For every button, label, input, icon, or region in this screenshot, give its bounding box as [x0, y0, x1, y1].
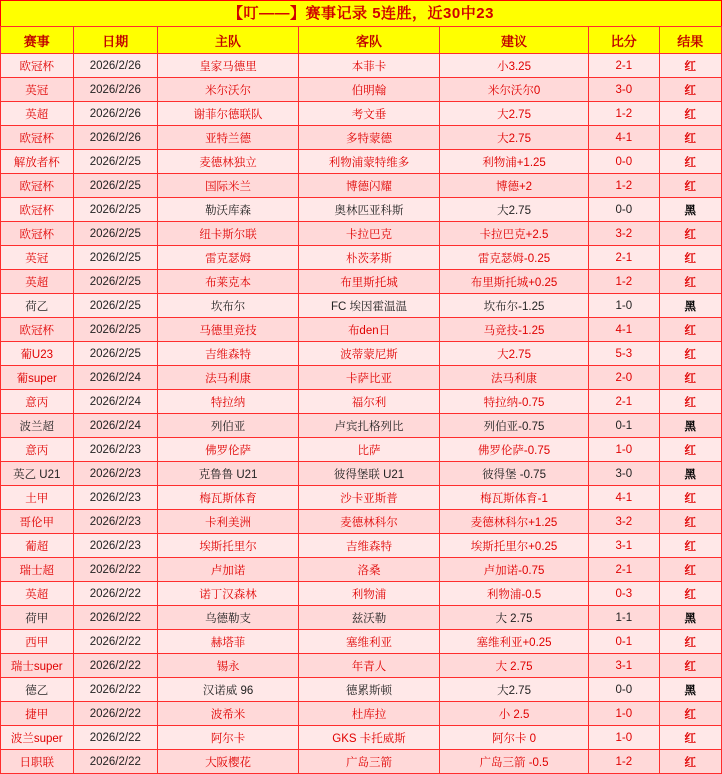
cell-league: 英超: [1, 102, 74, 126]
cell-league: 英冠: [1, 78, 74, 102]
cell-league: 欧冠杯: [1, 222, 74, 246]
cell-date: 2026/2/25: [73, 198, 158, 222]
cell-away: 利物浦: [299, 582, 440, 606]
cell-home: 赫塔菲: [158, 630, 299, 654]
cell-date: 2026/2/23: [73, 534, 158, 558]
cell-away: 奥林匹亚科斯: [299, 198, 440, 222]
status-badge: 红: [659, 510, 721, 534]
cell-away: GKS 卡托威斯: [299, 726, 440, 750]
table-row: [1, 486, 722, 510]
status-badge: 红: [659, 702, 721, 726]
table-row: [1, 654, 722, 678]
cell-tip: 博德+2: [440, 174, 589, 198]
cell-away: 考文垂: [299, 102, 440, 126]
table-row: [1, 462, 722, 486]
cell-score: 2-1: [589, 54, 659, 78]
cell-home: 勒沃库森: [158, 198, 299, 222]
cell-score: 3-1: [589, 534, 659, 558]
cell-date: 2026/2/22: [73, 606, 158, 630]
cell-away: 塞维利亚: [299, 630, 440, 654]
cell-date: 2026/2/26: [73, 54, 158, 78]
cell-tip: 佛罗伦萨-0.75: [440, 438, 589, 462]
status-badge: 红: [659, 270, 721, 294]
status-badge: 红: [659, 126, 721, 150]
cell-away: FC 埃因霍温温: [299, 294, 440, 318]
cell-date: 2026/2/23: [73, 486, 158, 510]
cell-date: 2026/2/24: [73, 414, 158, 438]
cell-date: 2026/2/23: [73, 438, 158, 462]
cell-tip: 卡拉巴克+2.5: [440, 222, 589, 246]
table-row: [1, 750, 722, 774]
cell-league: 欧冠杯: [1, 318, 74, 342]
cell-tip: 大 2.75: [440, 654, 589, 678]
cell-home: 布莱克本: [158, 270, 299, 294]
cell-tip: 卢加诺-0.75: [440, 558, 589, 582]
cell-home: 皇家马德里: [158, 54, 299, 78]
cell-date: 2026/2/22: [73, 630, 158, 654]
cell-away: 比萨: [299, 438, 440, 462]
table-row: [1, 678, 722, 702]
cell-tip: 特拉纳-0.75: [440, 390, 589, 414]
cell-date: 2026/2/25: [73, 294, 158, 318]
cell-league: 葡超: [1, 534, 74, 558]
cell-home: 列伯亚: [158, 414, 299, 438]
cell-score: 3-1: [589, 654, 659, 678]
cell-home: 锡永: [158, 654, 299, 678]
table-row: [1, 534, 722, 558]
cell-score: 0-0: [589, 198, 659, 222]
cell-away: 麦德林科尔: [299, 510, 440, 534]
cell-tip: 大2.75: [440, 102, 589, 126]
cell-league: 波兰super: [1, 726, 74, 750]
cell-away: 多特蒙德: [299, 126, 440, 150]
status-badge: 黑: [659, 606, 721, 630]
cell-home: 诺丁汉森林: [158, 582, 299, 606]
table-row: [1, 582, 722, 606]
cell-league: 欧冠杯: [1, 198, 74, 222]
status-badge: 红: [659, 54, 721, 78]
status-badge: 红: [659, 558, 721, 582]
status-badge: 红: [659, 534, 721, 558]
table-row: [1, 318, 722, 342]
cell-score: 3-2: [589, 222, 659, 246]
cell-league: 捷甲: [1, 702, 74, 726]
cell-score: 1-0: [589, 438, 659, 462]
cell-tip: 小3.25: [440, 54, 589, 78]
cell-date: 2026/2/22: [73, 654, 158, 678]
cell-home: 埃斯托里尔: [158, 534, 299, 558]
cell-away: 布里斯托城: [299, 270, 440, 294]
cell-date: 2026/2/26: [73, 78, 158, 102]
table-row: [1, 366, 722, 390]
cell-score: 0-0: [589, 678, 659, 702]
status-badge: 红: [659, 486, 721, 510]
cell-tip: 米尔沃尔0: [440, 78, 589, 102]
cell-away: 布den日: [299, 318, 440, 342]
cell-date: 2026/2/25: [73, 318, 158, 342]
column-header-league: 赛事: [1, 27, 74, 54]
status-badge: 红: [659, 582, 721, 606]
status-badge: 红: [659, 726, 721, 750]
status-badge: 红: [659, 654, 721, 678]
cell-league: 英超: [1, 582, 74, 606]
table-row: [1, 630, 722, 654]
cell-home: 米尔沃尔: [158, 78, 299, 102]
cell-away: 本菲卡: [299, 54, 440, 78]
cell-league: 土甲: [1, 486, 74, 510]
status-badge: 红: [659, 390, 721, 414]
table-row: [1, 726, 722, 750]
status-badge: 红: [659, 102, 721, 126]
cell-home: 乌德勒支: [158, 606, 299, 630]
table-body: [1, 54, 722, 774]
cell-score: 2-1: [589, 558, 659, 582]
cell-league: 荷乙: [1, 294, 74, 318]
cell-date: 2026/2/23: [73, 462, 158, 486]
cell-league: 西甲: [1, 630, 74, 654]
cell-league: 葡U23: [1, 342, 74, 366]
status-badge: 黑: [659, 678, 721, 702]
table-row: [1, 702, 722, 726]
cell-date: 2026/2/22: [73, 678, 158, 702]
cell-away: 兹沃勒: [299, 606, 440, 630]
cell-date: 2026/2/25: [73, 222, 158, 246]
cell-score: 2-0: [589, 366, 659, 390]
cell-league: 葡super: [1, 366, 74, 390]
cell-tip: 列伯亚-0.75: [440, 414, 589, 438]
status-badge: 黑: [659, 294, 721, 318]
table-row: [1, 78, 722, 102]
cell-score: 0-1: [589, 414, 659, 438]
cell-league: 意丙: [1, 438, 74, 462]
match-record-table: [0, 26, 722, 774]
cell-home: 波希米: [158, 702, 299, 726]
status-badge: 黑: [659, 198, 721, 222]
cell-home: 汉诺威 96: [158, 678, 299, 702]
cell-tip: 大2.75: [440, 678, 589, 702]
cell-tip: 坎布尔-1.25: [440, 294, 589, 318]
column-header-home: 主队: [158, 27, 299, 54]
cell-score: 1-2: [589, 750, 659, 774]
cell-league: 瑞士super: [1, 654, 74, 678]
cell-tip: 法马利康: [440, 366, 589, 390]
status-badge: 红: [659, 318, 721, 342]
status-badge: 红: [659, 78, 721, 102]
cell-home: 麦德林独立: [158, 150, 299, 174]
table-row: [1, 150, 722, 174]
table-row: [1, 198, 722, 222]
table-row: [1, 510, 722, 534]
cell-home: 法马利康: [158, 366, 299, 390]
cell-away: 年青人: [299, 654, 440, 678]
cell-away: 德累斯顿: [299, 678, 440, 702]
column-header-away: 客队: [299, 27, 440, 54]
cell-date: 2026/2/24: [73, 366, 158, 390]
cell-home: 佛罗伦萨: [158, 438, 299, 462]
cell-score: 3-0: [589, 462, 659, 486]
cell-tip: 梅瓦斯体育-1: [440, 486, 589, 510]
cell-league: 欧冠杯: [1, 174, 74, 198]
table-row: [1, 222, 722, 246]
cell-away: 福尔利: [299, 390, 440, 414]
status-badge: 红: [659, 342, 721, 366]
cell-date: 2026/2/25: [73, 174, 158, 198]
cell-tip: 大 2.75: [440, 606, 589, 630]
cell-home: 阿尔卡: [158, 726, 299, 750]
cell-away: 杜库拉: [299, 702, 440, 726]
cell-away: 卢宾扎格列比: [299, 414, 440, 438]
table-header-row: [1, 27, 722, 54]
cell-date: 2026/2/22: [73, 582, 158, 606]
table-row: [1, 294, 722, 318]
cell-tip: 塞维利亚+0.25: [440, 630, 589, 654]
column-header-tip: 建议: [440, 27, 589, 54]
cell-score: 2-1: [589, 246, 659, 270]
cell-away: 伯明翰: [299, 78, 440, 102]
cell-league: 欧冠杯: [1, 54, 74, 78]
cell-score: 1-2: [589, 270, 659, 294]
cell-home: 卡利美洲: [158, 510, 299, 534]
cell-score: 1-1: [589, 606, 659, 630]
table-row: [1, 246, 722, 270]
cell-tip: 麦德林科尔+1.25: [440, 510, 589, 534]
cell-league: 解放者杯: [1, 150, 74, 174]
table-row: [1, 390, 722, 414]
cell-score: 0-3: [589, 582, 659, 606]
cell-league: 瑞士超: [1, 558, 74, 582]
cell-date: 2026/2/25: [73, 342, 158, 366]
status-badge: 黑: [659, 414, 721, 438]
cell-score: 3-2: [589, 510, 659, 534]
cell-away: 朴茨茅斯: [299, 246, 440, 270]
cell-league: 英乙 U21: [1, 462, 74, 486]
cell-date: 2026/2/22: [73, 750, 158, 774]
cell-tip: 大2.75: [440, 126, 589, 150]
cell-away: 波蒂蒙尼斯: [299, 342, 440, 366]
cell-away: 吉维森特: [299, 534, 440, 558]
column-header-date: 日期: [73, 27, 158, 54]
cell-tip: 利物浦-0.5: [440, 582, 589, 606]
cell-home: 雷克瑟姆: [158, 246, 299, 270]
cell-tip: 马竞技-1.25: [440, 318, 589, 342]
cell-away: 博德闪耀: [299, 174, 440, 198]
table-row: [1, 174, 722, 198]
cell-away: 卡萨比亚: [299, 366, 440, 390]
status-badge: 红: [659, 438, 721, 462]
cell-league: 德乙: [1, 678, 74, 702]
page-title: 【叮——】赛事记录 5连胜，近30中23: [0, 0, 722, 26]
cell-date: 2026/2/24: [73, 390, 158, 414]
status-badge: 红: [659, 174, 721, 198]
table-row: [1, 54, 722, 78]
cell-home: 梅瓦斯体育: [158, 486, 299, 510]
cell-home: 克鲁鲁 U21: [158, 462, 299, 486]
cell-score: 3-0: [589, 78, 659, 102]
cell-away: 洛桑: [299, 558, 440, 582]
cell-home: 坎布尔: [158, 294, 299, 318]
cell-home: 卢加诺: [158, 558, 299, 582]
cell-tip: 布里斯托城+0.25: [440, 270, 589, 294]
status-badge: 红: [659, 630, 721, 654]
cell-date: 2026/2/26: [73, 126, 158, 150]
cell-home: 纽卡斯尔联: [158, 222, 299, 246]
cell-date: 2026/2/25: [73, 150, 158, 174]
cell-score: 1-0: [589, 702, 659, 726]
cell-tip: 利物浦+1.25: [440, 150, 589, 174]
cell-away: 广岛三箭: [299, 750, 440, 774]
cell-tip: 大2.75: [440, 342, 589, 366]
status-badge: 红: [659, 222, 721, 246]
cell-score: 2-1: [589, 390, 659, 414]
status-badge: 黑: [659, 462, 721, 486]
cell-league: 荷甲: [1, 606, 74, 630]
cell-league: 意丙: [1, 390, 74, 414]
cell-home: 马德里竞技: [158, 318, 299, 342]
cell-score: 1-0: [589, 726, 659, 750]
cell-score: 4-1: [589, 318, 659, 342]
cell-away: 沙卡亚斯普: [299, 486, 440, 510]
cell-tip: 埃斯托里尔+0.25: [440, 534, 589, 558]
cell-score: 1-2: [589, 102, 659, 126]
cell-tip: 彼得堡 -0.75: [440, 462, 589, 486]
table-row: [1, 414, 722, 438]
table-row: [1, 342, 722, 366]
cell-league: 英冠: [1, 246, 74, 270]
table-row: [1, 438, 722, 462]
cell-score: 4-1: [589, 126, 659, 150]
cell-league: 哥伦甲: [1, 510, 74, 534]
cell-date: 2026/2/25: [73, 270, 158, 294]
cell-tip: 阿尔卡 0: [440, 726, 589, 750]
cell-date: 2026/2/22: [73, 726, 158, 750]
table-row: [1, 606, 722, 630]
cell-tip: 大2.75: [440, 198, 589, 222]
cell-away: 利物浦蒙特维多: [299, 150, 440, 174]
cell-date: 2026/2/22: [73, 702, 158, 726]
cell-score: 4-1: [589, 486, 659, 510]
cell-home: 国际米兰: [158, 174, 299, 198]
cell-score: 0-1: [589, 630, 659, 654]
cell-score: 1-2: [589, 174, 659, 198]
cell-tip: 雷克瑟姆-0.25: [440, 246, 589, 270]
table-row: [1, 558, 722, 582]
cell-away: 卡拉巴克: [299, 222, 440, 246]
cell-date: 2026/2/22: [73, 558, 158, 582]
table-row: [1, 270, 722, 294]
status-badge: 红: [659, 150, 721, 174]
cell-score: 1-0: [589, 294, 659, 318]
cell-home: 亚特兰德: [158, 126, 299, 150]
column-header-score: 比分: [589, 27, 659, 54]
cell-tip: 广岛三箭 -0.5: [440, 750, 589, 774]
cell-league: 英超: [1, 270, 74, 294]
cell-tip: 小 2.5: [440, 702, 589, 726]
cell-league: 欧冠杯: [1, 126, 74, 150]
status-badge: 红: [659, 246, 721, 270]
cell-home: 吉维森特: [158, 342, 299, 366]
cell-date: 2026/2/23: [73, 510, 158, 534]
column-header-result: 结果: [659, 27, 721, 54]
cell-date: 2026/2/25: [73, 246, 158, 270]
status-badge: 红: [659, 750, 721, 774]
cell-away: 彼得堡联 U21: [299, 462, 440, 486]
cell-league: 日职联: [1, 750, 74, 774]
table-row: [1, 102, 722, 126]
cell-home: 大阪樱花: [158, 750, 299, 774]
cell-date: 2026/2/26: [73, 102, 158, 126]
cell-home: 特拉纳: [158, 390, 299, 414]
table-row: [1, 126, 722, 150]
status-badge: 红: [659, 366, 721, 390]
cell-score: 0-0: [589, 150, 659, 174]
cell-score: 5-3: [589, 342, 659, 366]
cell-league: 波兰超: [1, 414, 74, 438]
cell-home: 谢菲尔德联队: [158, 102, 299, 126]
